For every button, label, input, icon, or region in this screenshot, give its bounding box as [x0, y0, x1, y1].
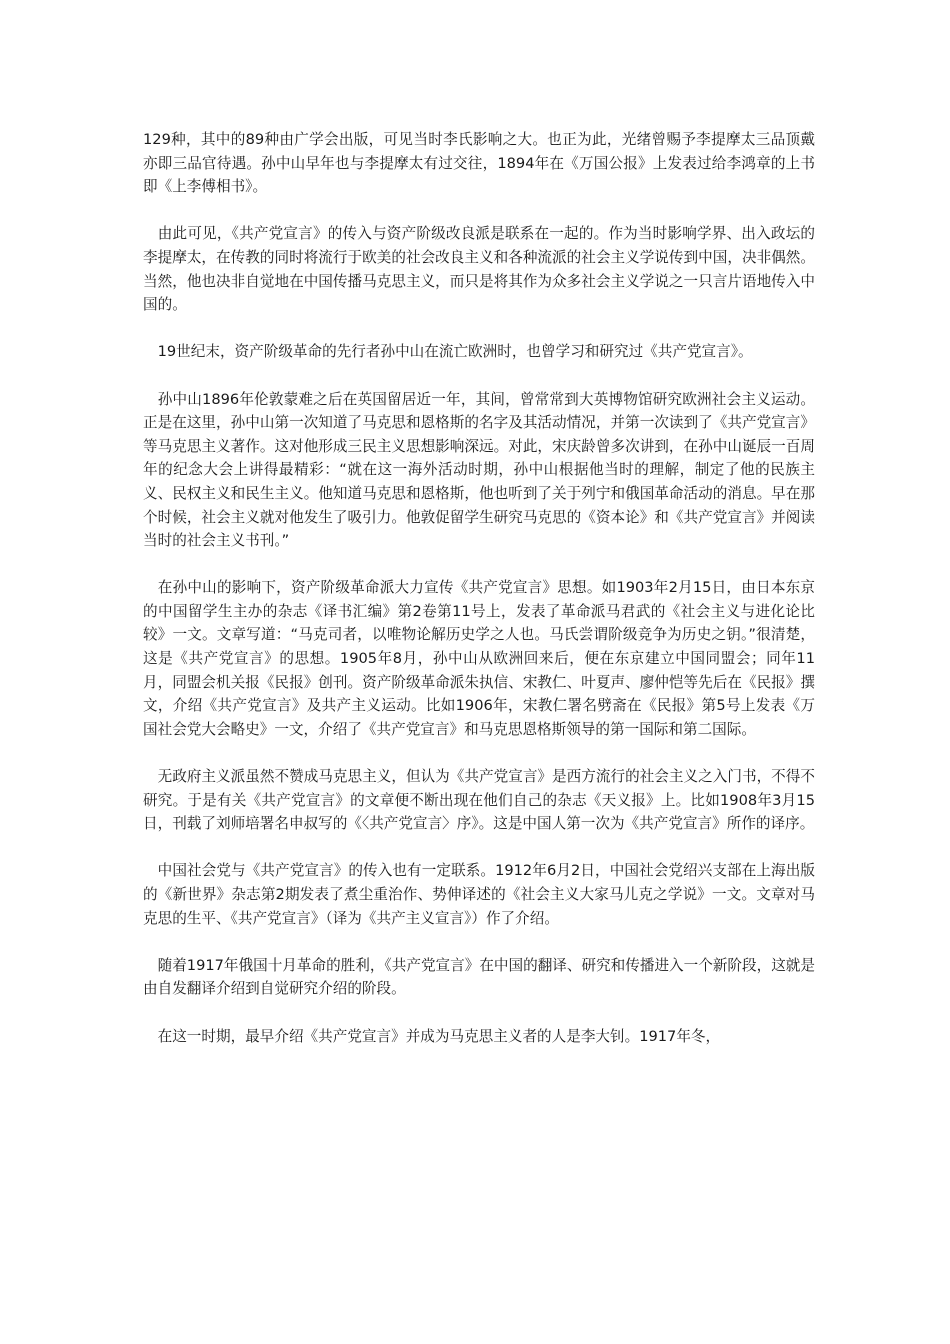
paragraph-5: 在孙中山的影响下，资产阶级革命派大力宣传《共产党宣言》思想。如1903年2月15日，由日本东京的中国留学生主办的杂志《译书汇编》第2卷第11号上，发表了革命派马君武的《社会主义与进化论比较》一文。文章写道：“马克司者，以唯物论解历史学之人也。马氏尝谓阶级竞争为历史之钥。”很清楚，这是《共产党宣言》的思想。1905年8月，孙中山从欧洲回来后，便在东京建立中国同盟会；同年11月，同盟会机关报《民报》创刊。资产阶级革命派朱执信、宋教仁、叶夏声、廖仲恺等先后在《民报》撰文，介绍《共产党宣言》及共产主义运动。比如1906年，宋教仁署名劈斋在《民报》第5号上发表《万国社会党大会略史》一文，介绍了《共产党宣言》和马克思恩格斯领导的第一国际和第二国际。 — [143, 579, 815, 738]
paragraph-7: 中国社会党与《共产党宣言》的传入也有一定联系。1912年6月2日，中国社会党绍兴支部在上海出版的《新世界》杂志第2期发表了煮尘重治作、势伸译述的《社会主义大家马儿克之学说》一文。文章对马克思的生平、《共产党宣言》（译为《共产主义宣言》）作了介绍。 — [143, 862, 815, 927]
paragraph-9: 在这一时期，最早介绍《共产党宣言》并成为马克思主义者的人是李大钊。1917年冬， — [143, 1027, 721, 1045]
paragraph-2: 由此可见，《共产党宣言》的传入与资产阶级改良派是联系在一起的。作为当时影响学界、出入政坛的李提摩太，在传教的同时将流行于欧美的社会改良主义和各种流派的社会主义学说传到中国，决非偶然。当然，他也决非自觉地在中国传播马克思主义，而只是将其作为众多社会主义学说之一只言片语地传入中国的。 — [143, 225, 815, 314]
paragraph-3: 19世纪末，资产阶级革命的先行者孙中山在流亡欧洲时，也曾学习和研究过《共产党宣言》。 — [143, 343, 753, 361]
paragraph-4: 孙中山1896年伦敦蒙难之后在英国留居近一年，其间，曾常常到大英博物馆研究欧洲社会主义运动。正是在这里，孙中山第一次知道了马克思和恩格斯的名字及其活动情况，并第一次读到了《共产党宣言》等马克思主义著作。这对他形成三民主义思想影响深远。对此，宋庆龄曾多次讲到，在孙中山诞辰一百周年的纪念大会上讲得最精彩：“就在这一海外活动时期，孙中山根据他当时的理解，制定了他的民族主义、民权主义和民生主义。他知道马克思和恩格斯，他也听到了关于列宁和俄国革命活动的消息。早在那个时候，社会主义就对他发生了吸引力。他敦促留学生研究马克思的《资本论》和《共产党宣言》并阅读当时的社会主义书刊。” — [143, 390, 815, 550]
paragraph-1: 129种，其中的89种由广学会出版，可见当时李氏影响之大。也正为此，光绪曾赐予李提摩太三品顶戴亦即三品官待遇。孙中山早年也与李提摩太有过交往，1894年在《万国公报》上发表过给李鸿章的上书即《上李傅相书》。 — [143, 131, 815, 196]
document-page — [143, 128, 815, 1072]
paragraph-8: 随着1917年俄国十月革命的胜利，《共产党宣言》在中国的翻译、研究和传播进入一个新阶段，这就是由自发翻译介绍到自觉研究介绍的阶段。 — [143, 956, 815, 998]
paragraph-6: 无政府主义派虽然不赞成马克思主义，但认为《共产党宣言》是西方流行的社会主义之入门书，不得不研究。于是有关《共产党宣言》的文章便不断出现在他们自己的杂志《天义报》上。比如1908年3月15日，刊载了刘师培署名申叔写的《〈共产党宣言〉序》。这是中国人第一次为《共产党宣言》所作的译序。 — [143, 768, 815, 833]
